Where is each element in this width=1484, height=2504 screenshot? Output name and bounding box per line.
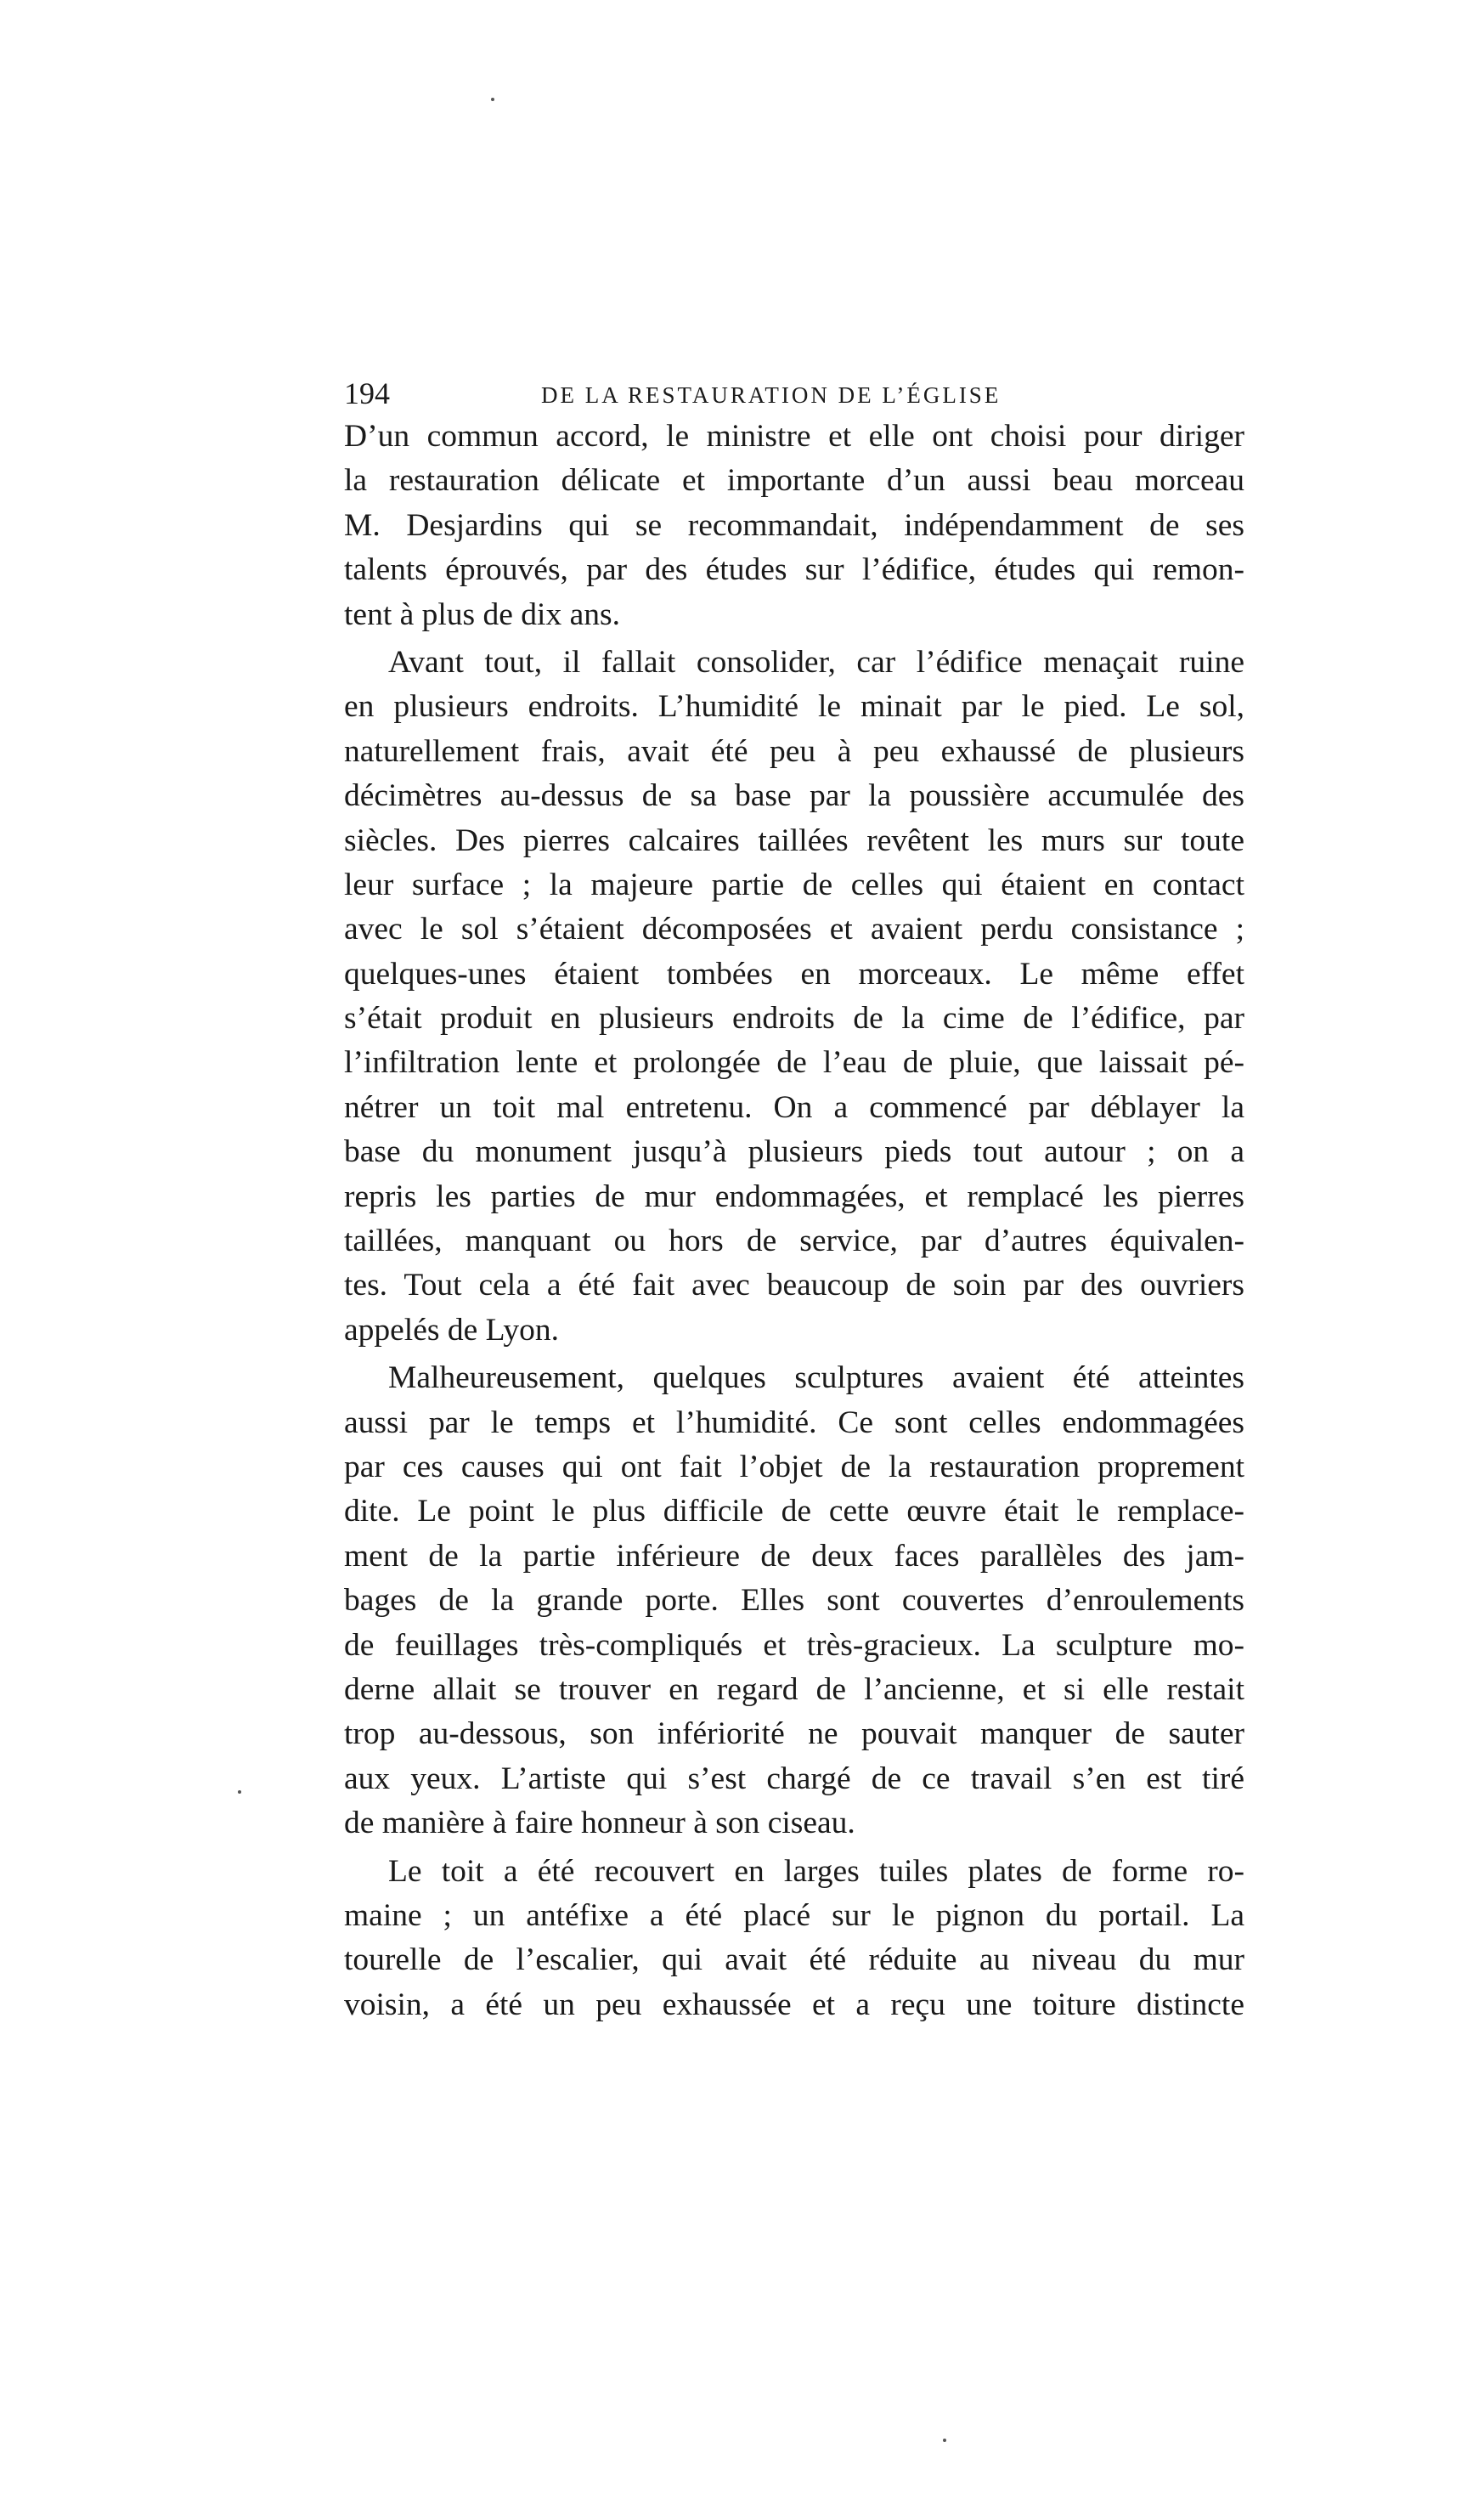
text-line: par ces causes qui ont fait l’objet de la restauration proprement <box>344 1449 1244 1484</box>
text-line: repris les parties de mur endommagées, et remplacé les pierres <box>344 1179 1244 1214</box>
paragraph <box>344 1356 1244 1845</box>
text-line: naturellement frais, avait été peu à peu exhaussé de plusieurs <box>344 733 1244 769</box>
scan-speck <box>943 2439 946 2442</box>
scan-speck <box>491 98 494 101</box>
text-line: taillées, manquant ou hors de service, par d’autres équivalen- <box>344 1224 1244 1259</box>
text-line: de manière à faire honneur à son ciseau. <box>344 1806 855 1841</box>
text-line: leur surface ; la majeure partie de celles qui étaient en contact <box>344 867 1244 902</box>
text-line: Le toit a été recouvert en larges tuiles plates de forme ro- <box>388 1853 1244 1889</box>
paragraph <box>344 415 1244 637</box>
page-number: 194 <box>344 376 390 410</box>
text-line: maine ; un antéfixe a été placé sur le pignon du portail. La <box>344 1897 1244 1933</box>
text-line: tes. Tout cela a été fait avec beaucoup de soin par des ouvriers <box>344 1268 1244 1303</box>
scan-speck <box>238 1790 241 1794</box>
text-line: siècles. Des pierres calcaires taillées revêtent les murs sur toute <box>344 822 1244 858</box>
text-line: M. Desjardins qui se recommandait, indépendamment de ses <box>344 507 1244 543</box>
text-line: quelques-unes étaient tombées en morceaux. Le même effet <box>344 956 1244 992</box>
text-line: s’était produit en plusieurs endroits de la cime de l’édifice, par <box>344 1001 1244 1037</box>
text-line: trop au-dessous, son infériorité ne pouvait manquer de sauter <box>344 1716 1244 1752</box>
text-line: talents éprouvés, par des études sur l’édifice, études qui remon- <box>344 552 1244 588</box>
text-line: Avant tout, il fallait consolider, car l’édifice menaçait ruine <box>388 644 1244 680</box>
text-line: nétrer un toit mal entretenu. On a commencé par déblayer la <box>344 1089 1244 1125</box>
text-line: aussi par le temps et l’humidité. Ce sont celles endommagées <box>344 1405 1244 1440</box>
text-line: derne allait se trouver en regard de l’ancienne, et si elle restait <box>344 1671 1244 1707</box>
body-text <box>344 415 1244 2027</box>
text-line: Malheureusement, quelques sculptures avaient été atteintes <box>388 1360 1244 1396</box>
paragraph <box>344 1850 1244 2028</box>
text-line: de feuillages très-compliqués et très-gracieux. La sculpture mo- <box>344 1627 1244 1663</box>
paragraph <box>344 641 1244 1353</box>
text-line: base du monument jusqu’à plusieurs pieds tout autour ; on a <box>344 1134 1244 1170</box>
text-line: l’infiltration lente et prolongée de l’eau de pluie, que laissait pé- <box>344 1045 1244 1081</box>
text-line: la restauration délicate et importante d’un aussi beau morceau <box>344 463 1244 499</box>
text-line: appelés de Lyon. <box>344 1312 560 1348</box>
running-title: DE LA RESTAURATION DE L’ÉGLISE <box>541 382 1002 408</box>
text-line: D’un commun accord, le ministre et elle ont choisi pour diriger <box>344 419 1244 454</box>
text-line: décimètres au-dessus de sa base par la poussière accumulée des <box>344 778 1244 814</box>
text-line: tourelle de l’escalier, qui avait été réduite au niveau du mur <box>344 1942 1244 1978</box>
text-line: aux yeux. L’artiste qui s’est chargé de ce travail s’en est tiré <box>344 1761 1244 1796</box>
text-line: dite. Le point le plus difficile de cette œuvre était le remplace- <box>344 1494 1244 1529</box>
text-line: ment de la partie inférieure de deux faces parallèles des jam- <box>344 1538 1244 1574</box>
text-line: bages de la grande porte. Elles sont couvertes d’enroulements <box>344 1583 1244 1619</box>
text-line: tent à plus de dix ans. <box>344 596 620 632</box>
running-head <box>344 372 1244 415</box>
text-line: en plusieurs endroits. L’humidité le minait par le pied. Le sol, <box>344 689 1244 725</box>
text-line: voisin, a été un peu exhaussée et a reçu une toiture distincte <box>344 1987 1244 2022</box>
text-line: avec le sol s’étaient décomposées et avaient perdu consistance ; <box>344 912 1244 947</box>
